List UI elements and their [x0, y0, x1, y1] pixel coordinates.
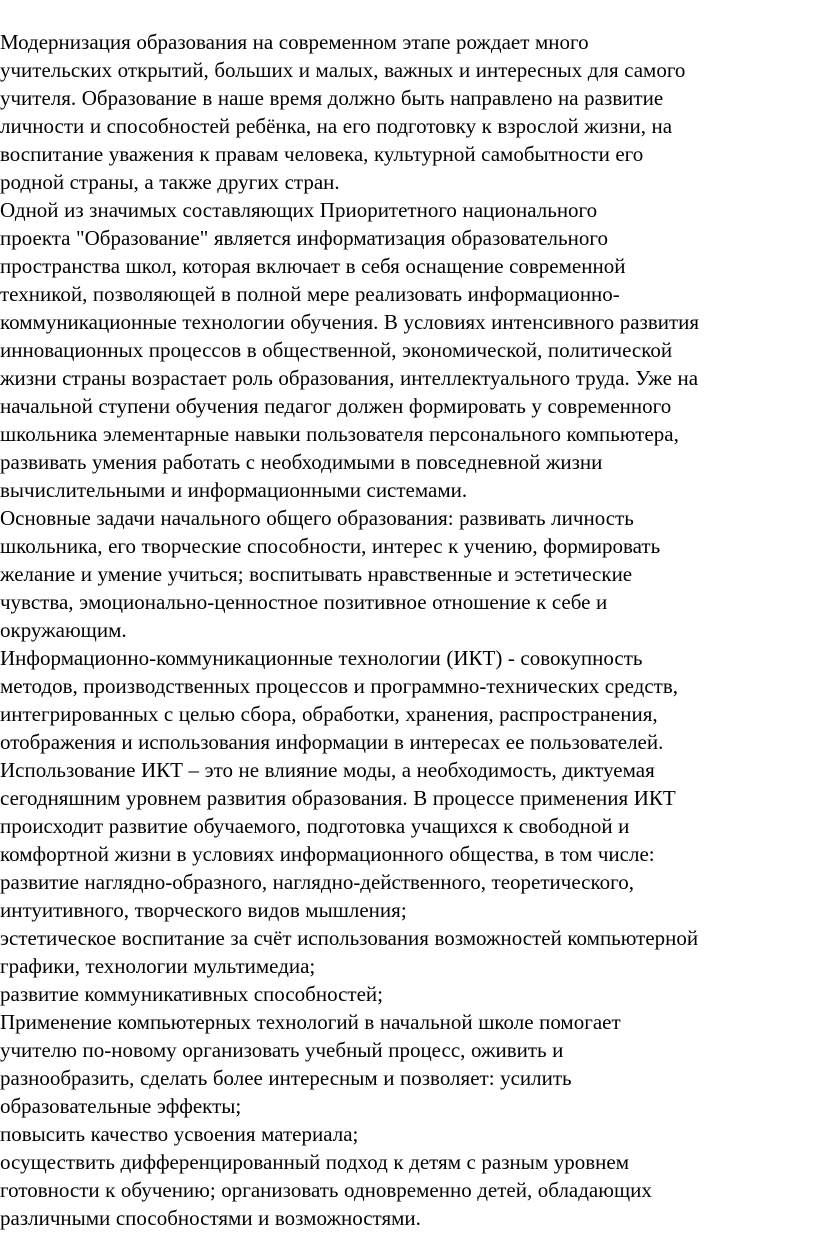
paragraph-informatization: Одной из значимых составляющих Приоритетного национального проекта "Образование" является информатизация образовательного пространства школ, которая включает в себя оснащение современной техникой, позволяющей в полной мере реализовать информационно- коммуникационные технологии обучения. В условиях интенсивного развития инновационных процессов в общественной, экономической, политической жизни страны возрастает роль образования, интеллектуального труда. Уже на начальной ступени обучения педагог должен формировать у современного школьника элементарные навыки пользователя персонального компьютера, развивать умения работать с необходимыми в повседневной жизни вычислительными и информационными системами.	[0, 198, 700, 502]
paragraph-modernization: Модернизация образования на современном этапе рождает много учительских открытий, больших и малых, важных и интересных для самого учителя. Образование в наше время должно быть направлено на развитие личности и способностей ребёнка, на его подготовку к взрослой жизни, на воспитание уважения к правам человека, культурной самобытности его родной страны, а также других стран.	[0, 30, 686, 194]
paragraph-ict-definition: Информационно-коммуникационные технологии (ИКТ) - совокупность методов, производственных процессов и программно-технических средств, интегрированных с целью сбора, обработки, хранения, распространения, отображения и использования информации в интересах ее пользователей. Использование ИКТ – это не влияние моды, а необходимость, диктуемая сегодняшним уровнем развития образования. В процессе применения ИКТ происходит развитие обучаемого, подготовка учащихся к свободной и комфортной жизни в условиях информационного общества, в том числе: развитие наглядно-образного, наглядно-действенного, теоретического, интуитивного, творческого видов мышления; эстетическое воспитание за счёт использования возможностей компьютерной графики, технологии мультимедиа; развитие коммуникативных способностей;	[0, 646, 699, 1006]
paragraph-primary-education-goals: Основные задачи начального общего образования: развивать личность школьника, его творческие способности, интерес к учению, формировать желание и умение учиться; воспитывать нравственные и эстетические чувства, эмоционально-ценностное позитивное отношение к себе и окружающим.	[0, 506, 661, 642]
paragraph-computer-technologies: Применение компьютерных технологий в начальной школе помогает учителю по-новому организовать учебный процесс, оживить и разнообразить, сделать более интересным и позволяет: усилить образовательные эффекты; повысить качество усвоения материала; осуществить дифференцированный подход к детям с разным уровнем готовности к обучению; организовать одновременно детей, обладающих различными способностями и возможностями.	[0, 1010, 652, 1230]
